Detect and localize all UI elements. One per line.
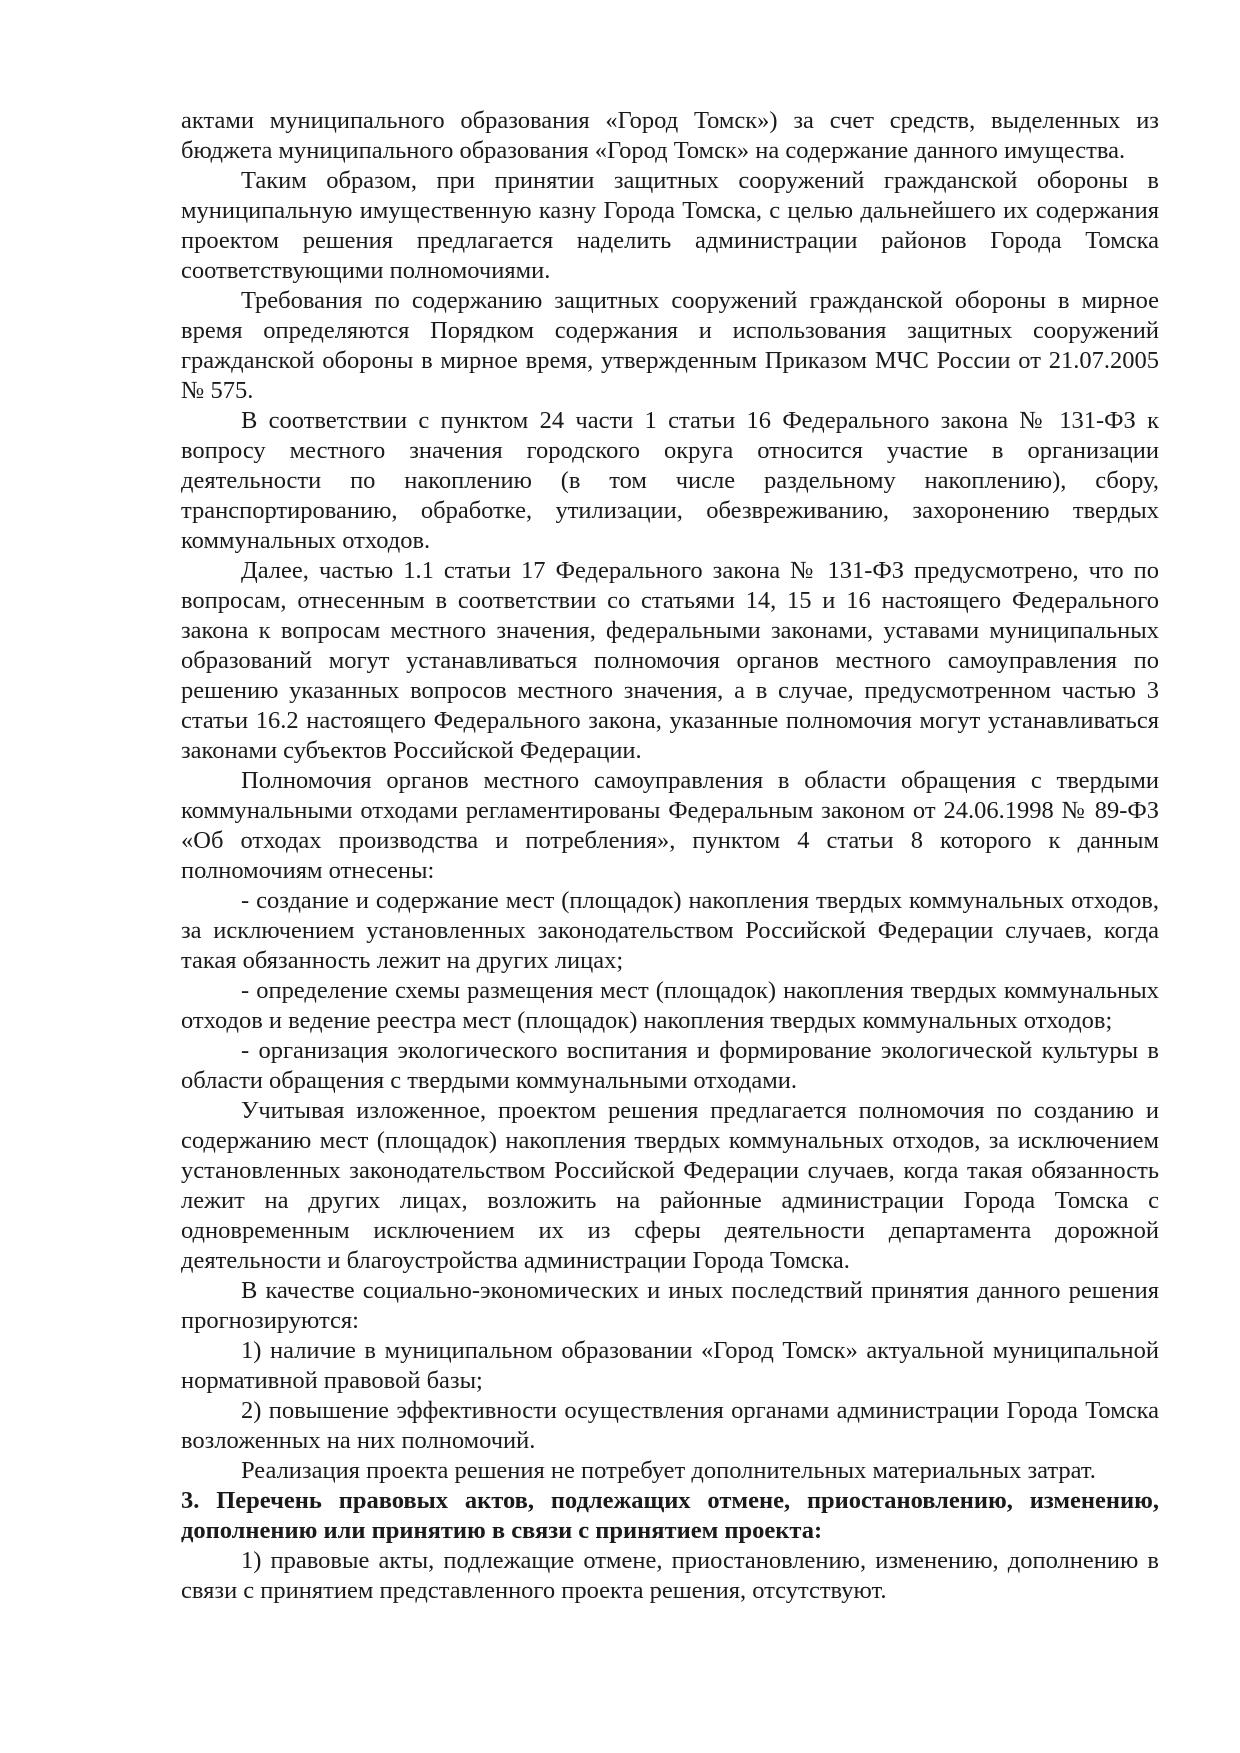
paragraph-civil-defense-transfer: Таким образом, при принятии защитных сооружений гражданской обороны в муниципальную имущественную казну Города Томска, с целью дальнейшего их содержания проектом решения предлагается наделить администрации районов Города Томска соответствующими полномочиями. <box>181 167 1159 284</box>
paragraph-waste-law-powers: Полномочия органов местного самоуправления в области обращения с твердыми коммунальными отходами регламентированы Федеральным законом от 24.06.1998 № 89-ФЗ «Об отходах производства и потребления», пунктом 4 статьи 8 которого к данным полномочиям отнесены: <box>181 767 1159 884</box>
list-item-sites-creation: - создание и содержание мест (площадок) накопления твердых коммунальных отходов, за исключением установленных законодательством Российской Федерации случаев, когда такая обязанность лежит на других лицах; <box>181 887 1159 974</box>
document-page <box>181 106 1159 1606</box>
paragraph-no-acts: 1) правовые акты, подлежащие отмене, приостановлению, изменению, дополнению в связи с принятием представленного проекта решения, отсутствуют. <box>181 1547 1159 1604</box>
paragraph-no-costs: Реализация проекта решения не потребует дополнительных материальных затрат. <box>241 1457 1096 1484</box>
paragraph-continuation: актами муниципального образования «Город Томск») за счет средств, выделенных из бюджета муниципального образования «Город Томск» на содержание данного имущества. <box>181 107 1159 164</box>
paragraph-consequences-intro: В качестве социально-экономических и иных последствий принятия данного решения прогнозируются: <box>181 1277 1159 1334</box>
list-item-ecological-education: - организация экологического воспитания и формирование экологической культуры в области обращения с твердыми коммунальными отходами. <box>181 1037 1159 1094</box>
list-item-sites-scheme: - определение схемы размещения мест (площадок) накопления твердых коммунальных отходов и ведение реестра мест (площадок) накопления твердых коммунальных отходов; <box>181 977 1159 1034</box>
list-item-consequence-1: 1) наличие в муниципальном образовании «Город Томск» актуальной муниципальной нормативной правовой базы; <box>181 1337 1159 1394</box>
paragraph-local-issues: В соответствии с пунктом 24 части 1 статьи 16 Федерального закона № 131-ФЗ к вопросу местного значения городского округа относится участие в организации деятельности по накоплению (в том числе раздельному накоплению), сбору, транспортированию, обработке, утилизации, обезвреживанию, захоронению твердых коммунальных отходов. <box>181 407 1159 554</box>
list-item-consequence-2: 2) повышение эффективности осуществления органами администрации Города Томска возложенных на них полномочий. <box>181 1397 1159 1454</box>
paragraph-maintenance-requirements: Требования по содержанию защитных сооружений гражданской обороны в мирное время определяются Порядком содержания и использования защитных сооружений гражданской обороны в мирное время, утвержденным Приказом МЧС России от 21.07.2005 № 575. <box>181 287 1159 404</box>
paragraph-powers-establishment: Далее, частью 1.1 статьи 17 Федерального закона № 131-ФЗ предусмотрено, что по вопросам, отнесенным в соответствии со статьями 14, 15 и 16 настоящего Федерального закона к вопросам местного значения, федеральными законами, уставами муниципальных образований могут устанавливаться полномочия органов местного самоуправления по решению указанных вопросов местного значения, а в случае, предусмотренном частью 3 статьи 16.2 настоящего Федерального закона, указанные полномочия могут устанавливаться законами субъектов Российской Федерации. <box>181 557 1159 764</box>
paragraph-proposal: Учитывая изложенное, проектом решения предлагается полномочия по созданию и содержанию мест (площадок) накопления твердых коммунальных отходов, за исключением установленных законодательством Российской Федерации случаев, когда такая обязанность лежит на других лицах, возложить на районные администрации Города Томска с одновременным исключением их из сферы деятельности департамента дорожной деятельности и благоустройства администрации Города Томска. <box>181 1097 1159 1274</box>
section-heading-3: 3. Перечень правовых актов, подлежащих отмене, приостановлению, изменению, дополнению или принятию в связи с принятием проекта: <box>181 1487 1159 1544</box>
